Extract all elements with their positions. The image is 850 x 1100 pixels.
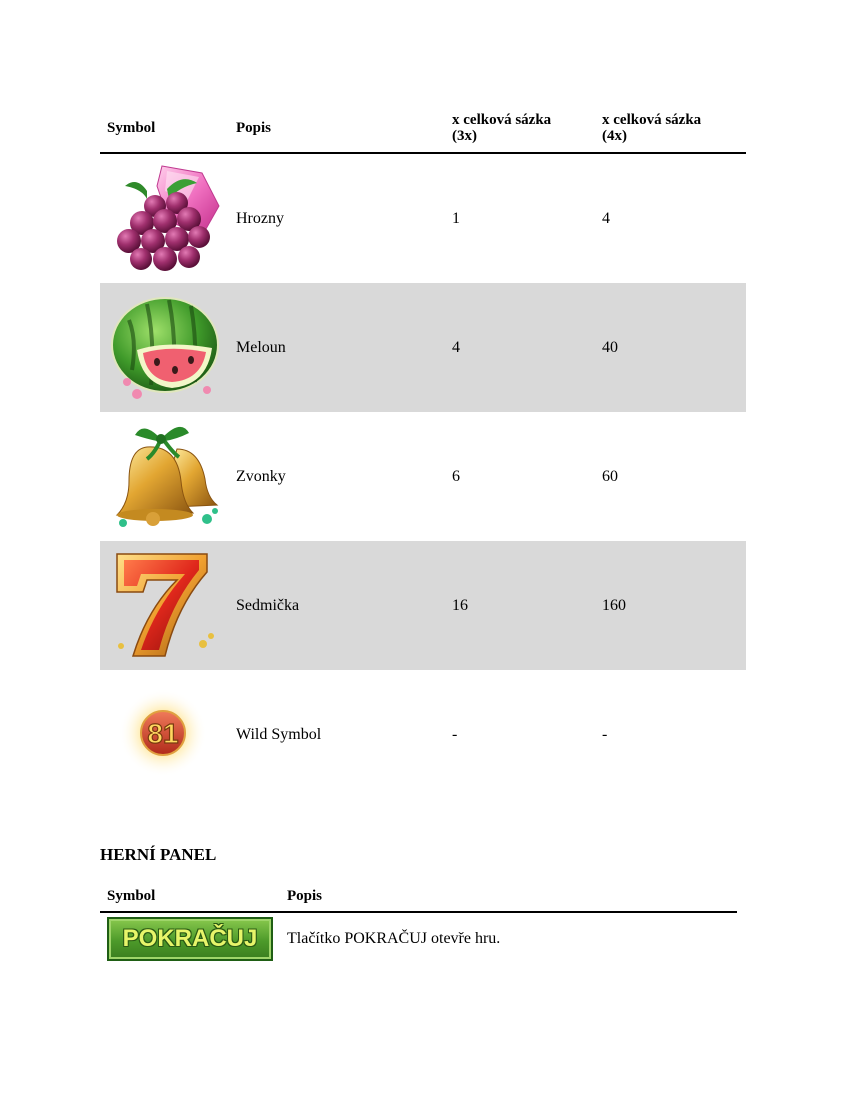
- watermelon-icon: [107, 290, 222, 405]
- table-row: [100, 670, 746, 799]
- pay-4x-value: 160: [595, 541, 746, 670]
- wild-81-icon: [107, 677, 222, 792]
- grapes-icon: [107, 161, 222, 276]
- pay-3x-value: 1: [452, 209, 460, 227]
- symbol-cell: [100, 153, 229, 283]
- panel-description: Tlačítko POKRAČUJ otevře hru.: [287, 930, 501, 947]
- paytable: [100, 106, 746, 799]
- symbol-name: Sedmička: [229, 541, 445, 670]
- header-pay-3x-line1: x celková sázka: [452, 112, 552, 128]
- pay-4x-value: -: [602, 725, 608, 743]
- symbol-cell: [100, 670, 229, 799]
- table-row: [100, 541, 746, 670]
- table-row: [100, 153, 746, 283]
- header-pay-4x-line1: x celková sázka: [602, 112, 702, 128]
- paytable-header-row: [100, 106, 746, 153]
- continue-button[interactable]: POKRAČUJ: [107, 917, 273, 961]
- symbol-name: Hrozny: [236, 209, 284, 227]
- table-row: [100, 283, 746, 412]
- header-description: Popis: [229, 106, 445, 153]
- symbol-name: Wild Symbol: [236, 725, 322, 743]
- pay-4x-value: 4: [602, 209, 610, 227]
- panel-header-description: Popis: [280, 882, 737, 912]
- pay-4x-value: 60: [602, 467, 618, 485]
- symbol-cell: [100, 541, 229, 670]
- panel-symbol-cell: [100, 912, 280, 961]
- symbol-cell: [100, 283, 229, 412]
- table-row: [100, 412, 746, 541]
- pay-3x-value: 4: [445, 283, 595, 412]
- panel-table: [100, 882, 737, 961]
- wild-label: 81: [147, 718, 179, 749]
- header-pay-3x-line2: (3x): [452, 128, 477, 144]
- seven-icon: [107, 548, 222, 663]
- pay-3x-value: 6: [452, 467, 460, 485]
- symbol-cell: [100, 412, 229, 541]
- pay-3x-value: 16: [445, 541, 595, 670]
- header-pay-4x-line2: (4x): [602, 128, 627, 144]
- panel-section-title: HERNÍ PANEL: [100, 845, 217, 864]
- header-pay-4x: [595, 106, 746, 153]
- bells-icon: [107, 419, 222, 534]
- panel-header-symbol: Symbol: [100, 882, 280, 912]
- pay-4x-value: 40: [595, 283, 746, 412]
- symbol-name: Meloun: [229, 283, 445, 412]
- pay-3x-value: -: [452, 725, 458, 743]
- header-pay-3x: [445, 106, 595, 153]
- table-row: [100, 912, 737, 961]
- header-symbol: Symbol: [100, 106, 229, 153]
- panel-header-row: [100, 882, 737, 912]
- symbol-name: Zvonky: [236, 467, 286, 485]
